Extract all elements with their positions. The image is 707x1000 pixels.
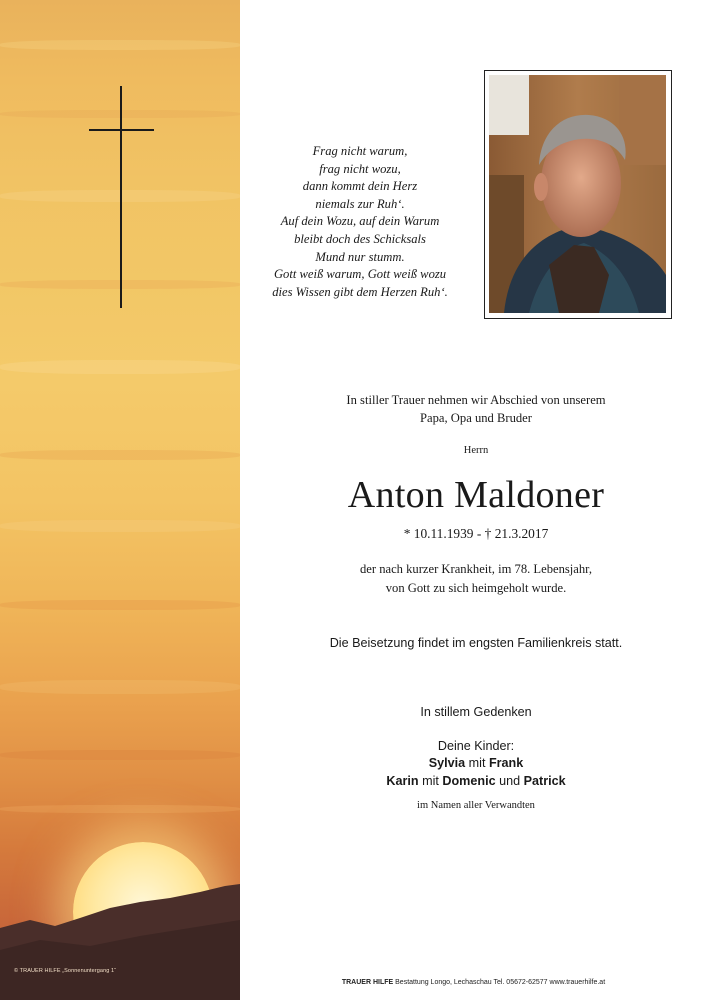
cross-icon <box>120 86 122 308</box>
poem <box>250 143 470 301</box>
intro-line: Papa, Opa und Bruder <box>420 411 532 425</box>
image-copyright: © TRAUER HILFE „Sonnenuntergang 1“ <box>14 968 117 974</box>
partner-name: Frank <box>488 756 524 770</box>
children-heading: Deine Kinder: <box>437 739 515 753</box>
intro-line: In stiller Trauer nehmen wir Abschied von unserem <box>346 393 606 407</box>
grandchild-name: Patrick <box>523 774 566 788</box>
portrait-photo <box>489 75 666 313</box>
partner-name: Domenic <box>442 774 496 788</box>
passing-line: der nach kurzer Krankheit, im 78. Lebensjahr, <box>359 562 593 576</box>
child-name: Sylvia <box>428 756 466 770</box>
footer <box>240 979 707 986</box>
poem-line: Auf dein Wozu, auf dein Warum <box>280 214 440 229</box>
poem-line: bleibt doch des Schicksals <box>294 231 426 246</box>
salutation: Herrn <box>463 445 489 456</box>
life-dates: * 10.11.1939 - † 21.3.2017 <box>403 526 549 541</box>
poem-line: frag nicht wozu, <box>319 161 401 176</box>
footer-brand: TRAUER HILFE <box>341 979 394 986</box>
sunset-panel <box>0 0 240 1000</box>
conjunction: mit <box>465 756 489 770</box>
passing-text <box>245 560 707 597</box>
relatives-note: im Namen aller Verwandten <box>417 800 535 811</box>
burial-note: Die Beisetzung findet im engsten Familienkreis statt. <box>329 636 623 650</box>
footer-contact: Bestattung Longo, Lechaschau Tel. 05672-62577 www.trauerhilfe.at <box>393 979 606 986</box>
poem-line: Mund nur stumm. <box>315 249 405 264</box>
passing-line: von Gott zu sich heimgeholt wurde. <box>385 580 567 595</box>
child-name: Karin <box>386 774 419 788</box>
conjunction: mit <box>418 774 443 788</box>
mountain-silhouette <box>0 880 240 1000</box>
remembrance-text: In stillem Gedenken <box>420 705 532 719</box>
conjunction: und <box>495 774 524 788</box>
children-line <box>245 756 707 770</box>
poem-line: Frag nicht warum, <box>312 144 408 158</box>
poem-line: niemals zur Ruh‘. <box>315 196 405 211</box>
poem-line: dies Wissen gibt dem Herzen Ruh‘. <box>272 284 448 299</box>
poem-line: dann kommt dein Herz <box>302 179 418 194</box>
deceased-name: Anton Maldoner <box>347 474 605 516</box>
poem-line: Gott weiß warum, Gott weiß wozu <box>273 267 447 282</box>
intro-text <box>245 391 707 427</box>
portrait-frame <box>484 70 672 319</box>
children-line <box>245 774 707 788</box>
cross-icon-bar <box>89 129 154 131</box>
